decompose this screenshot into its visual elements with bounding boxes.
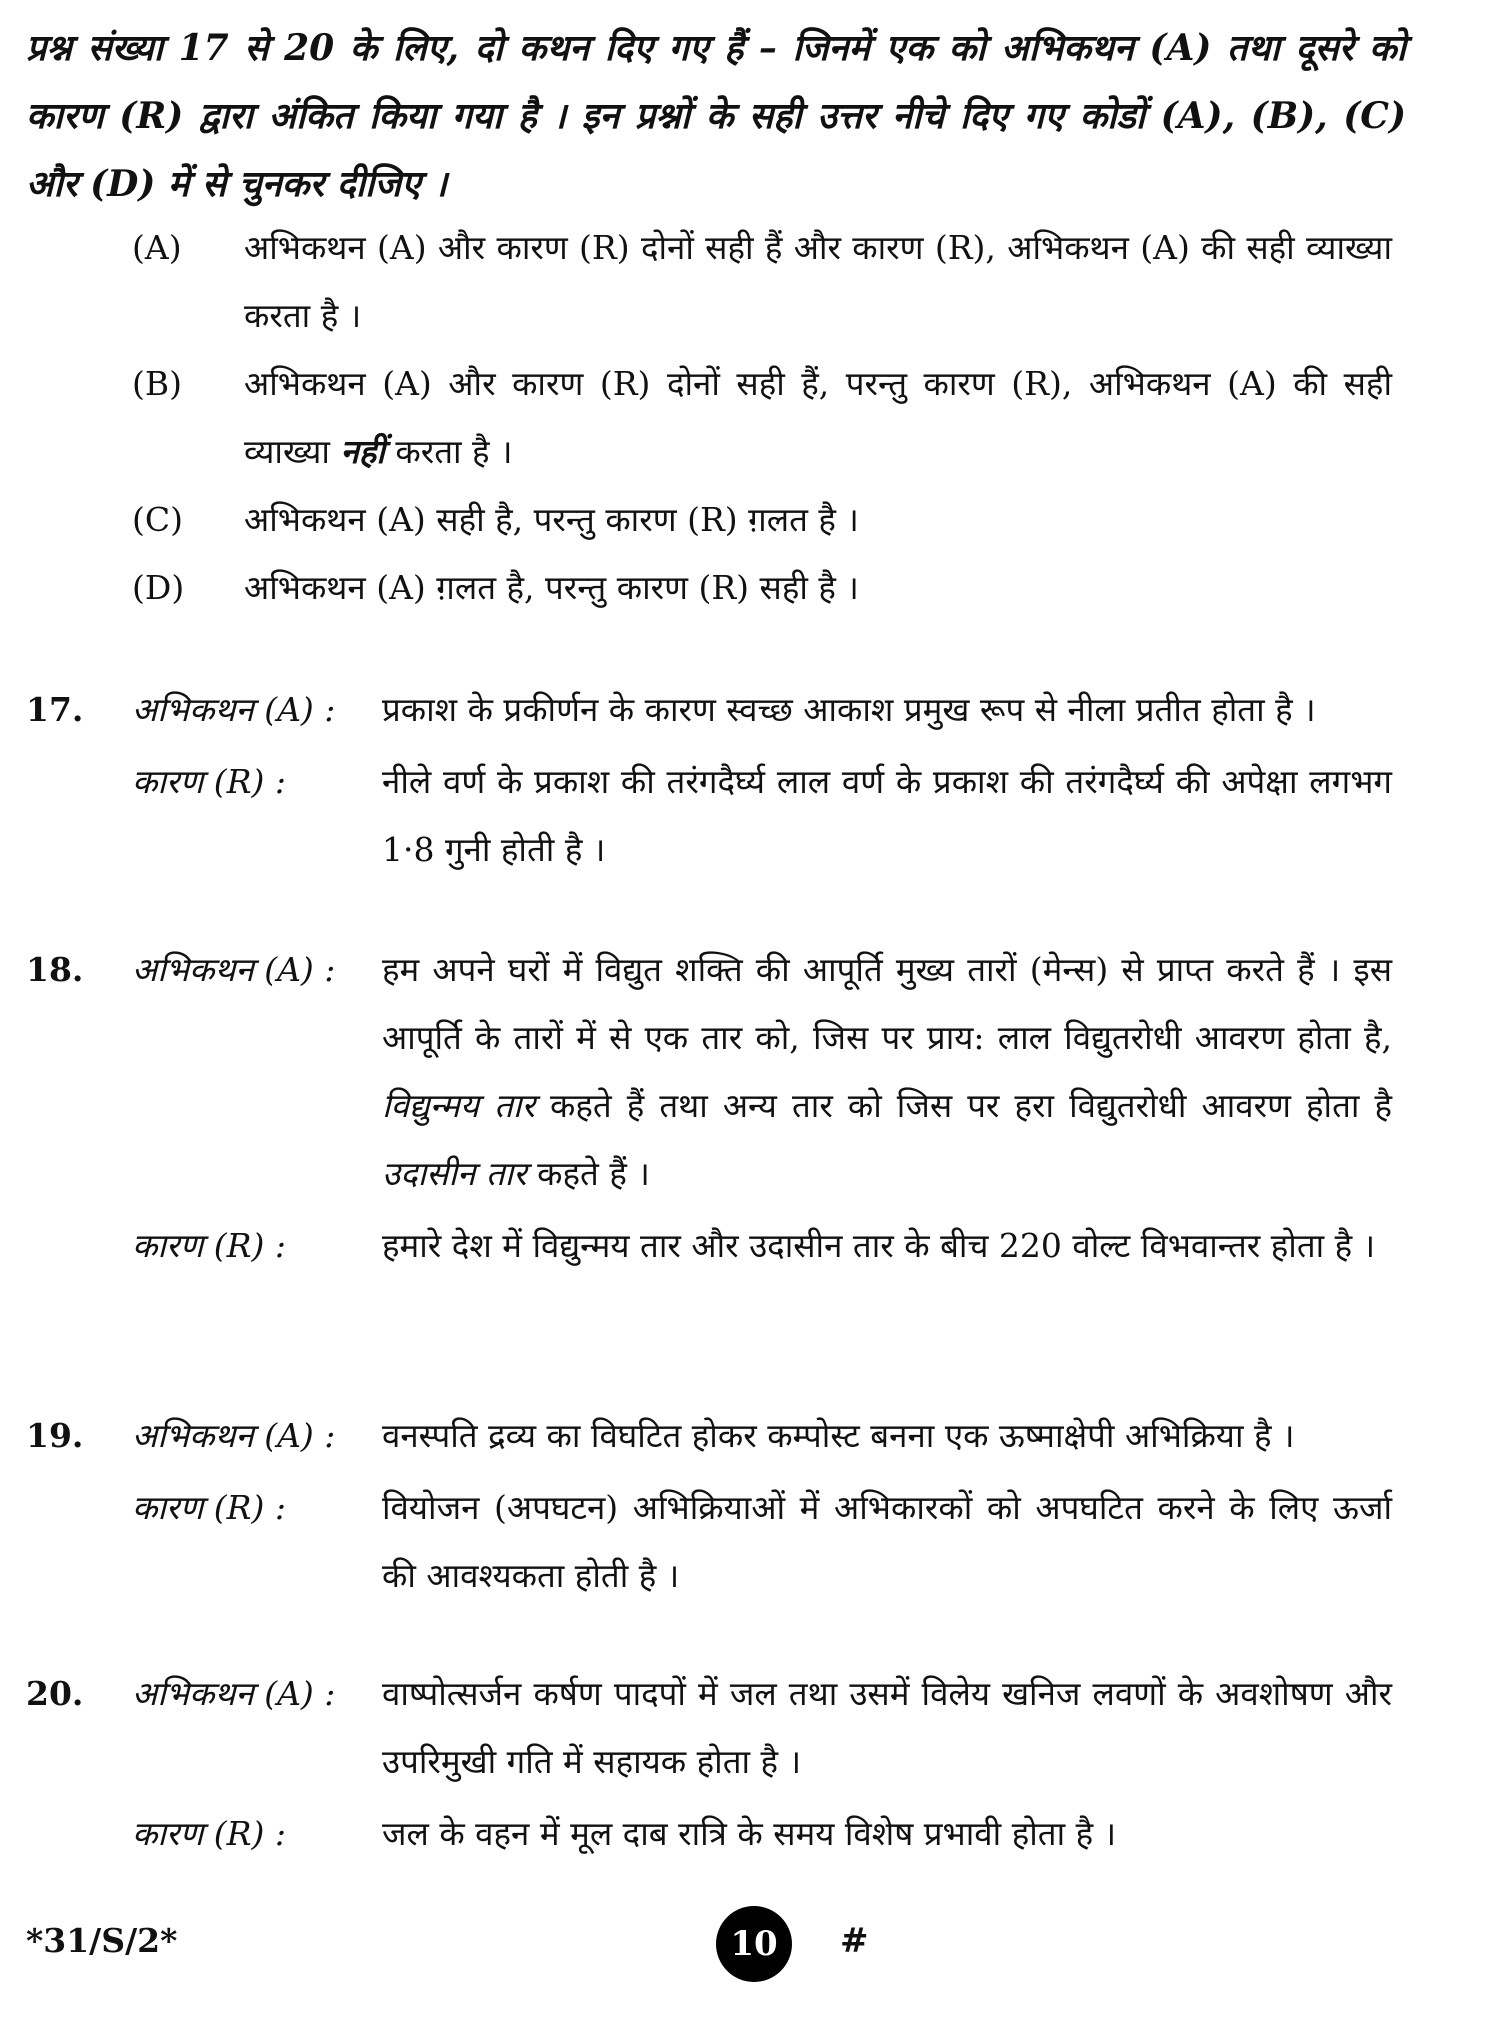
- assertion-emphasis: विद्युन्मय तार: [382, 1086, 535, 1125]
- question-number: 18.: [26, 950, 84, 989]
- reason-text: नीले वर्ण के प्रकाश की तरंगदैर्घ्य लाल वर्ण के प्रकाश की तरंगदैर्घ्य की अपेक्षा लगभग 1·8 गुनी होती है ।: [382, 762, 1392, 869]
- question-number: 20.: [26, 1674, 84, 1713]
- option-text: अभिकथन (A) और कारण (R) दोनों सही हैं और कारण (R), अभिकथन (A) की सही व्याख्या करता है ।: [244, 228, 1392, 335]
- question-number: 17.: [26, 690, 84, 729]
- option-text-part: करता है ।: [395, 432, 513, 471]
- assertion-part: कहते हैं तथा अन्य तार को जिस पर हरा विद्युतरोधी आवरण होता है: [550, 1086, 1393, 1125]
- assertion-text: वाष्पोत्सर्जन कर्षण पादपों में जल तथा उसमें विलेय खनिज लवणों के अवशोषण और उपरिमुखी गति में सहायक होता है ।: [382, 1674, 1392, 1781]
- reason-text: हमारे देश में विद्युन्मय तार और उदासीन तार के बीच 220 वोल्ट विभवान्तर होता है ।: [382, 1226, 1376, 1265]
- reason-text: जल के वहन में मूल दाब रात्रि के समय विशेष प्रभावी होता है ।: [382, 1814, 1117, 1853]
- option-key: (A): [132, 228, 182, 267]
- option-emphasis: नहीं: [340, 432, 385, 471]
- question-number: 19.: [26, 1416, 84, 1455]
- assertion-label: अभिकथन (A) :: [132, 1674, 336, 1713]
- option-text: [244, 350, 1392, 486]
- page-number-badge: [716, 1906, 792, 1982]
- page-number: 10: [730, 1924, 778, 1964]
- option-key: (D): [132, 568, 185, 607]
- assertion-text: [382, 936, 1392, 1208]
- option-key: (B): [132, 364, 182, 403]
- assertion-part: हम अपने घरों में विद्युत शक्ति की आपूर्ति मुख्य तारों (मेन्स) से प्राप्त करते हैं । इस आपूर्ति के तारों में से एक तार को, जिस पर प्राय: लाल विद्युतरोधी आवरण होता है,: [382, 950, 1392, 1057]
- assertion-label: अभिकथन (A) :: [132, 690, 336, 729]
- assertion-emphasis: उदासीन तार: [382, 1154, 527, 1193]
- option-a: [132, 214, 1392, 350]
- option-b: [132, 350, 1392, 486]
- option-key: (C): [132, 500, 183, 539]
- assertion-label: अभिकथन (A) :: [132, 1416, 336, 1455]
- option-c: [132, 486, 1392, 554]
- option-text: अभिकथन (A) ग़लत है, परन्तु कारण (R) सही है ।: [244, 568, 859, 607]
- assertion-text: वनस्पति द्रव्य का विघटित होकर कम्पोस्ट बनना एक ऊष्माक्षेपी अभिक्रिया है ।: [382, 1416, 1295, 1455]
- paper-code: *31/S/2*: [26, 1921, 178, 1960]
- option-text: अभिकथन (A) सही है, परन्तु कारण (R) ग़लत है ।: [244, 500, 859, 539]
- assertion-text: प्रकाश के प्रकीर्णन के कारण स्वच्छ आकाश प्रमुख रूप से नीला प्रतीत होता है ।: [382, 690, 1316, 729]
- assertion-part: कहते हैं ।: [537, 1154, 650, 1193]
- assertion-label: अभिकथन (A) :: [132, 950, 336, 989]
- reason-label: कारण (R) :: [132, 1488, 286, 1527]
- reason-label: कारण (R) :: [132, 762, 286, 801]
- hash-mark: #: [840, 1921, 869, 1961]
- option-text-part: अभिकथन (A) और कारण (R) दोनों सही हैं, परन्तु कारण (R), अभिकथन (A) की सही व्याख्या: [244, 364, 1392, 471]
- reason-label: कारण (R) :: [132, 1814, 286, 1853]
- reason-label: कारण (R) :: [132, 1226, 286, 1265]
- option-d: [132, 554, 1392, 622]
- reason-text: वियोजन (अपघटन) अभिक्रियाओं में अभिकारकों को अपघटित करने के लिए ऊर्जा की आवश्यकता होती है ।: [382, 1488, 1392, 1595]
- instructions-text: प्रश्न संख्या 17 से 20 के लिए, दो कथन दिए गए हैं – जिनमें एक को अभिकथन (A) तथा दूसरे को कारण (R) द्वारा अंकित किया गया है । इन प्रश्नों के सही उत्तर नीचे दिए गए कोडों (A), (B), (C) और (D) में से चुनकर दीजिए ।: [26, 27, 1406, 205]
